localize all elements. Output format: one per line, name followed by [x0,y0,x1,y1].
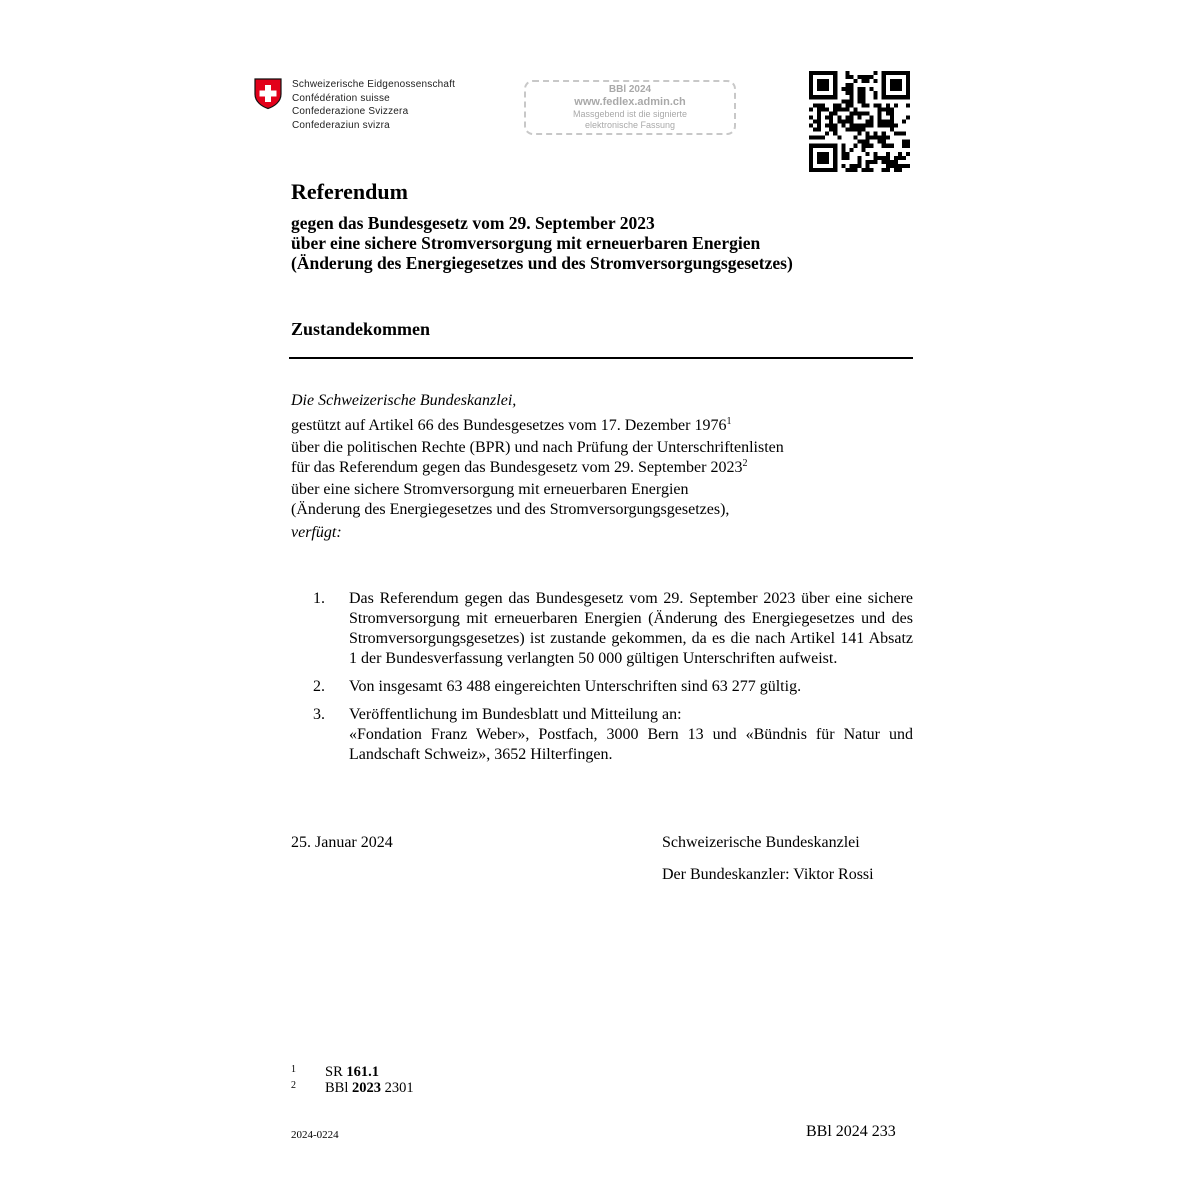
swiss-coat-of-arms-icon [253,77,283,110]
preamble-line: über die politischen Rechte (BPR) und nach Prüfung der Unterschriftenlisten [291,439,784,456]
footnote [291,1080,414,1096]
preamble-line: für das Referendum gegen das Bundesgesetz vom 29. September 2023$^2$ [291,458,748,476]
list-item [313,705,913,765]
list-item-number: 3. [313,706,325,723]
subtitle-line: (Änderung des Energiegesetzes und des Stromversorgungsgesetzes) [291,253,793,273]
confederation-names [292,78,455,132]
list-item-text: Veröffentlichung im Bundesblatt und Mitteilung an: «Fondation Franz Weber», Postfach, 3000 Bern 13 und «Bündnis für Natur und Landschaft Schweiz», 3652 Hilterfingen. [349,706,913,763]
confederation-name-fr: Confédération suisse [292,92,390,104]
footnote-ref: 1 [726,416,732,427]
subtitle-line: gegen das Bundesgesetz vom 29. September 2023 [291,213,655,233]
preamble-line: (Änderung des Energiegesetzes und des Stromversorgungsgesetzes), [291,501,730,518]
page-subtitle [291,213,793,273]
confederation-name-de: Schweizerische Eidgenossenschaft [292,79,456,90]
confederation-name-it: Confederazione Svizzera [292,106,409,117]
footnotes [291,1064,414,1096]
stamp-line-4: elektronische Fassung [584,120,676,130]
fedlex-stamp [524,80,736,135]
footnote-text: BBl 2023 2301 [325,1080,414,1096]
confederation-name-rm: Confederaziun svizra [292,119,390,131]
list-item-text: Das Referendum gegen das Bundesgesetz vom 29. September 2023 über eine sichere Stromversorgung mit erneuerbaren Energien (Änderung des Energiegesetzes und des Stromversorgungsgesetzes) ist zustande gekommen, da es die nach Artikel 141 Absatz 1 der Bundesverfassung verlangten 50 000 gültigen Unterschriften aufweist. [349,590,913,667]
list-item-number: 1. [313,590,325,607]
qr-code-icon [809,71,910,172]
signature-office: Schweizerische Bundeskanzlei [662,834,860,851]
list-item [313,677,913,697]
stamp-line-3: Massgebend ist die signierte [572,109,688,119]
preamble [291,416,784,520]
issuing-authority: Die Schweizerische Bundeskanzlei, [291,392,517,409]
decree-verb: verfügt: [291,524,342,541]
page-title: Referendum [291,179,408,204]
preamble-line: gestützt auf Artikel 66 des Bundesgesetzes vom 17. Dezember 1976$^1$ [291,416,732,434]
footnote-text: SR 161.1 [325,1064,379,1080]
horizontal-rule [289,357,913,359]
subtitle-line: über eine sichere Stromversorgung mit erneuerbaren Energien [291,233,761,253]
signature-date: 25. Januar 2024 [291,834,393,851]
footnote-number: 2 [291,1080,296,1091]
preamble-line: über eine sichere Stromversorgung mit erneuerbaren Energien [291,481,689,498]
footnote-number: 1 [291,1064,296,1075]
stamp-line-2: www.fedlex.admin.ch [574,96,686,108]
signature-signer: Der Bundeskanzler: Viktor Rossi [662,866,874,883]
list-item-number: 2. [313,678,325,695]
signature-block [662,833,874,897]
list-item-text: Von insgesamt 63 488 eingereichten Unterschriften sind 63 277 gültig. [349,678,802,695]
page-reference: BBl 2024 233 [806,1123,896,1140]
footnote-ref: 2 [742,458,748,469]
decision-list [313,589,913,773]
stamp-line-1: BBl 2024 [608,84,652,95]
document-code: 2024-0224 [291,1129,339,1141]
list-item [313,589,913,669]
section-heading: Zustandekommen [291,319,431,339]
